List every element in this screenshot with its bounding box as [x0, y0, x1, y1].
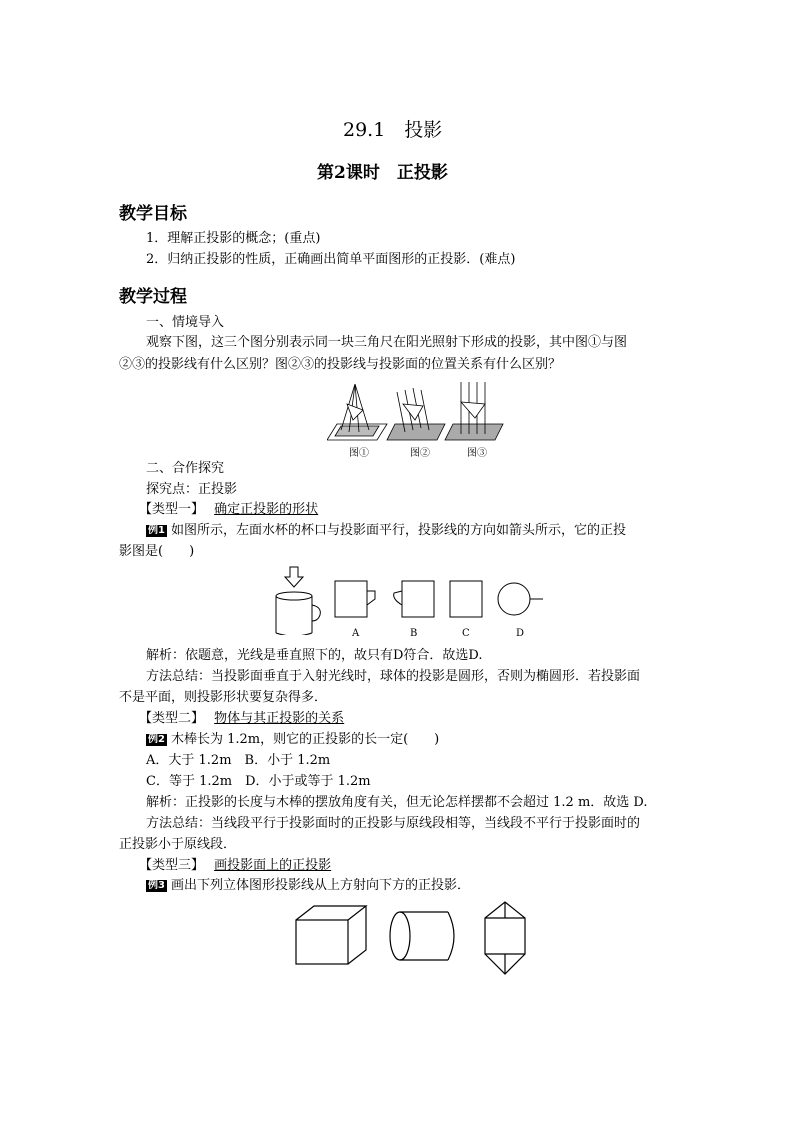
intro-line-2: ②③的投影线有什么区别？图②③的投影线与投影面的位置关系有什么区别？: [119, 357, 562, 372]
example2-line: [146, 730, 439, 750]
intro-title: 一、情境导入: [146, 315, 225, 330]
example1-method-2: 不是平面，则投影形状要复杂得多．: [119, 690, 328, 705]
explore-title: 二、合作探究: [146, 461, 225, 476]
goal-item-1: 1．理解正投影的概念；(重点): [146, 231, 321, 246]
type2-label: 【类型二】: [139, 711, 205, 726]
process-heading: 教学过程: [119, 287, 187, 307]
example1-analysis: 解析：依题意，光线是垂直照下的，故只有D符合．故选D.: [146, 648, 483, 663]
intro-line-1: 观察下图，这三个图分别表示同一块三角尺在阳光照射下形成的投影，其中图①与图: [146, 335, 628, 350]
page-subtitle: 第2课时 正投影: [317, 163, 448, 183]
example1-tag: 例1: [148, 525, 165, 536]
choice-b-label: B: [410, 628, 418, 639]
page-title: 29.1 投影: [343, 119, 443, 141]
goal-item-2: 2．归纳正投影的性质，正确画出简单平面图形的正投影．(难点): [146, 252, 516, 267]
example3-tag: 例3: [148, 880, 165, 891]
type1-heading: [139, 500, 318, 520]
choice-a-label: A: [352, 628, 360, 639]
type2-heading: [139, 709, 344, 729]
example2-options-1: A．大于 1.2m B．小于 1.2m: [146, 753, 331, 768]
example3-text: 画出下列立体图形投影线从上方射向下方的正投影．: [170, 878, 470, 893]
example2-text: 木棒长为 1.2m，则它的正投影的长一定( ): [170, 732, 440, 747]
choice-d-label: D: [516, 628, 525, 639]
goals-heading: 教学目标: [119, 204, 187, 224]
example1-method-1: 方法总结：当投影面垂直于入射光线时，球体的投影是圆形，否则为椭圆形．若投影面: [146, 669, 641, 684]
solids-figure: [292, 898, 552, 978]
type3-heading: [139, 856, 331, 876]
fig-caption-3: 图③: [467, 448, 487, 459]
type2-title: 物体与其正投影的关系: [214, 711, 345, 726]
example1-line-2: 影图是( ): [119, 544, 195, 559]
cup-choices-figure: [270, 565, 550, 635]
example1-text: 如图所示，左面水杯的杯口与投影面平行，投影线的方向如箭头所示，它的正投: [170, 523, 626, 538]
explore-point: 探究点：正投影: [146, 482, 238, 497]
example3-line: [146, 876, 470, 896]
example2-tag: 例2: [148, 734, 165, 745]
fig-caption-2: 图②: [410, 448, 430, 459]
choice-c-label: C: [462, 628, 470, 639]
type1-title: 确定正投影的形状: [214, 502, 319, 517]
example2-options-2: C．等于 1.2m D．小于或等于 1.2m: [146, 774, 371, 789]
type1-label: 【类型一】: [139, 502, 205, 517]
example2-method-2: 正投影小于原线段．: [119, 837, 237, 852]
example2-method-1: 方法总结：当线段平行于投影面时的正投影与原线段相等，当线段不平行于投影面时的: [146, 816, 641, 831]
example1-line-1: [146, 521, 626, 541]
type3-title: 画投影面上的正投影: [214, 858, 332, 873]
type3-label: 【类型三】: [139, 858, 205, 873]
fig-caption-1: 图①: [349, 448, 369, 459]
example2-analysis: 解析：正投影的长度与木棒的摆放角度有关，但无论怎样摆都不会超过 1.2 m．故选 D.: [146, 795, 648, 810]
